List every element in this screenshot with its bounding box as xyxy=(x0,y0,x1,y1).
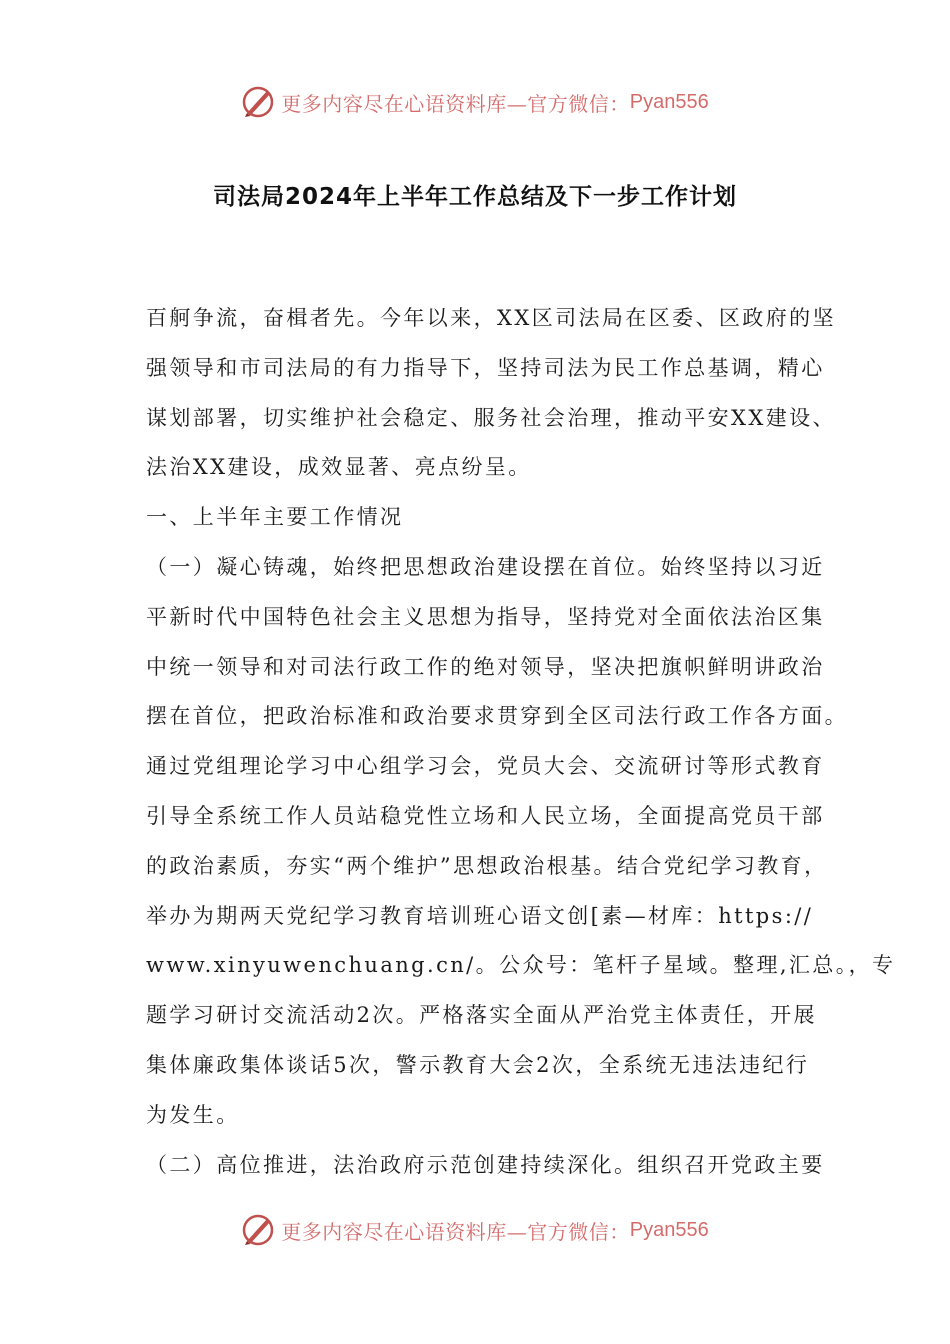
body-line: 平新时代中国特色社会主义思想为指导，坚持党对全面依法治区集 xyxy=(146,604,825,629)
body-line: 题学习研讨交流活动2次。严格落实全面从严治党主体责任，开展 xyxy=(146,1003,817,1028)
document-body xyxy=(146,300,896,1196)
body-line: www.xinyuwenchuang.cn/。公众号：笔杆子星域。整理,汇总。，专 xyxy=(146,953,896,978)
body-line: 中统一领导和对司法行政工作的绝对领导，坚决把旗帜鲜明讲政治 xyxy=(146,654,825,679)
watermark-text: 更多内容尽在心语资料库—官方微信： xyxy=(281,91,630,116)
footer-watermark xyxy=(0,1210,950,1250)
body-line: 法治XX建设，成效显著、亮点纷呈。 xyxy=(146,455,532,480)
watermark-wechat-id: Pyan556 xyxy=(629,90,709,113)
body-line: （一）凝心铸魂，始终把思想政治建设摆在首位。始终坚持以习近 xyxy=(146,554,825,579)
body-line: 集体廉政集体谈话5次，警示教育大会2次，全系统无违法违纪行 xyxy=(146,1052,810,1077)
body-line: （二）高位推进，法治政府示范创建持续深化。组织召开党政主要 xyxy=(146,1152,825,1177)
body-line: 为发生。 xyxy=(146,1102,240,1127)
body-line: 百舸争流，奋楫者先。今年以来，XX区司法局在区委、区政府的坚 xyxy=(146,306,836,330)
body-line: 谋划部署，切实维护社会稳定、服务社会治理，推动平安XX建设、 xyxy=(146,405,836,430)
section-heading: 一、上半年主要工作情况 xyxy=(146,505,404,530)
pen-logo-icon xyxy=(241,1213,275,1247)
body-line: 摆在首位，把政治标准和政治要求贯穿到全区司法行政工作各方面。 xyxy=(146,704,848,729)
body-line: 举办为期两天党纪学习教育培训班心语文创[素—材库：https:// xyxy=(146,903,814,928)
body-line: 通过党组理论学习中心组学习会，党员大会、交流研讨等形式教育 xyxy=(146,754,825,779)
body-line: 强领导和市司法局的有力指导下，坚持司法为民工作总基调，精心 xyxy=(146,355,825,380)
document-title: 司法局2024年上半年工作总结及下一步工作计划 xyxy=(212,184,737,210)
body-line: 的政治素质，夯实“两个维护”思想政治根基。结合党纪学习教育， xyxy=(146,853,828,878)
watermark-wechat-id: Pyan556 xyxy=(629,1218,709,1241)
pen-logo-icon xyxy=(241,85,275,119)
watermark-text: 更多内容尽在心语资料库—官方微信： xyxy=(281,1219,630,1244)
header-watermark xyxy=(0,82,950,122)
body-line: 引导全系统工作人员站稳党性立场和人民立场，全面提高党员干部 xyxy=(146,803,825,828)
